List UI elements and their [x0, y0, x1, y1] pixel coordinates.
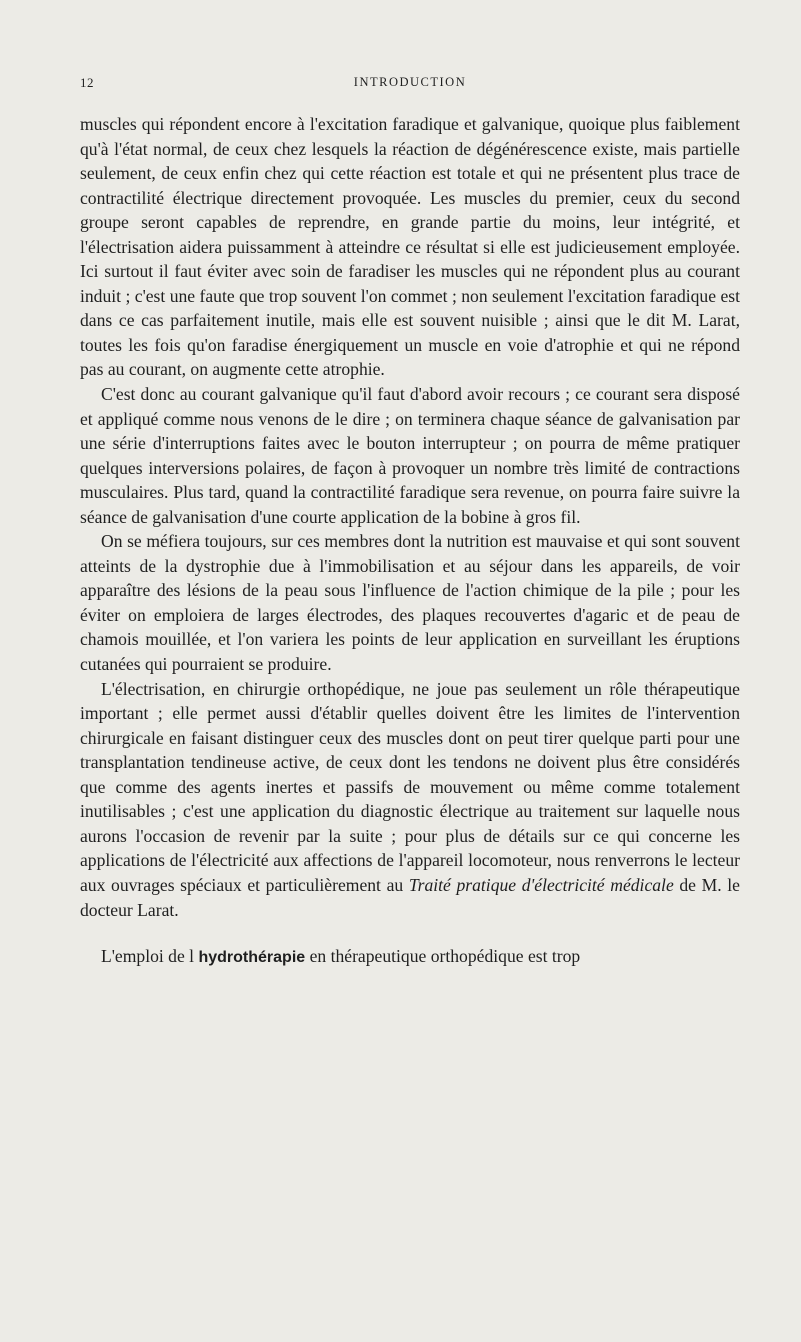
paragraph-5: [80, 944, 740, 971]
body-text: [80, 112, 740, 971]
paragraph-4-end: de M. le docteur Larat.: [80, 874, 740, 920]
paragraph-5-end: en thérapeutique orthopédique est trop: [305, 946, 581, 967]
page-number: 12: [80, 75, 94, 90]
paragraph-4-text: L'électrisation, en chirurgie orthopédique, ne joue pas seulement un rôle thérapeutique important ; elle permet aussi d'établir quelles doivent être les limites de l'intervention chirurgicale en faisant distinguer ceux des muscles dont on peut tirer quelque parti pour une transplantation tendineuse active, de ceux dont les tendons ne doivent plus être considérés que comme des agents inertes et passifs de mouvement ou même comme totalement inutilisables ; c'est une application du diagnostic électrique au traitement sur laquelle nous aurons l'occasion de revenir par la suite ; pour plus de détails sur ce qui concerne les applications de l'électricité aux affections de l'appareil locomoteur, nous renverrons le lecteur aux ouvrages spéciaux et particulièrement au: [80, 678, 740, 895]
hydrotherapie-term: hydrothérapie: [198, 949, 306, 967]
paragraph-4: [80, 677, 740, 922]
page-header: [80, 75, 740, 99]
paragraph-2: C'est donc au courant galvanique qu'il faut d'abord avoir recours ; ce courant sera disposé et appliqué comme nous venons de le dire ; on terminera chaque séance de galvanisation par une série d'interruptions faites avec le bouton interrupteur ; on pourra de même pratiquer quelques interversions polaires, de façon à provoquer un nombre très limité de contractions musculaires. Plus tard, quand la contractilité faradique sera revenue, on pourra faire suivre la séance de galvanisation d'une courte application de la bobine à gros fil.: [80, 384, 740, 527]
paragraph-1: muscles qui répondent encore à l'excitation faradique et galvanique, quoique plus faiblement qu'à l'état normal, de ceux chez lesquels la réaction de dégénérescence existe, mais partielle seulement, de ceux enfin chez qui cette réaction est totale et qui ne présentent plus trace de contractilité électrique directement provoquée. Les muscles du premier, ceux du second groupe seront capables de reprendre, en grande partie du moins, leur intégrité, et l'électrisation aidera puissamment à atteindre ce résultat si elle est judicieusement employée. Ici surtout il faut éviter avec soin de faradiser les muscles qui ne répondent plus au courant induit ; c'est une faute que trop souvent l'on commet ; non seulement l'excitation faradique est dans ce cas parfaitement inutile, mais elle est souvent nuisible ; ainsi que le dit M. Larat, toutes les fois qu'on faradise énergiquement un muscle en voie d'atrophie et qui ne répond pas au courant, on augmente cette atrophie.: [80, 114, 740, 380]
running-head: INTRODUCTION: [353, 75, 467, 89]
book-title-reference: Traité pratique d'électricité médicale: [408, 874, 674, 895]
paragraph-3: On se méfiera toujours, sur ces membres dont la nutrition est mauvaise et qui sont souvent atteints de la dystrophie due à l'immobilisation et au séjour dans les appareils, de voir apparaître des lésions de la peau sous l'influence de l'action chimique de la pile ; pour les éviter on emploiera de larges électrodes, des plaques recouvertes d'agaric et de peau de chamois mouillée, et l'on variera les points de leur application en surveillant les éruptions cutanées qui pourraient se produire.: [80, 531, 740, 675]
paragraph-5-text: L'emploi de l: [101, 946, 199, 967]
